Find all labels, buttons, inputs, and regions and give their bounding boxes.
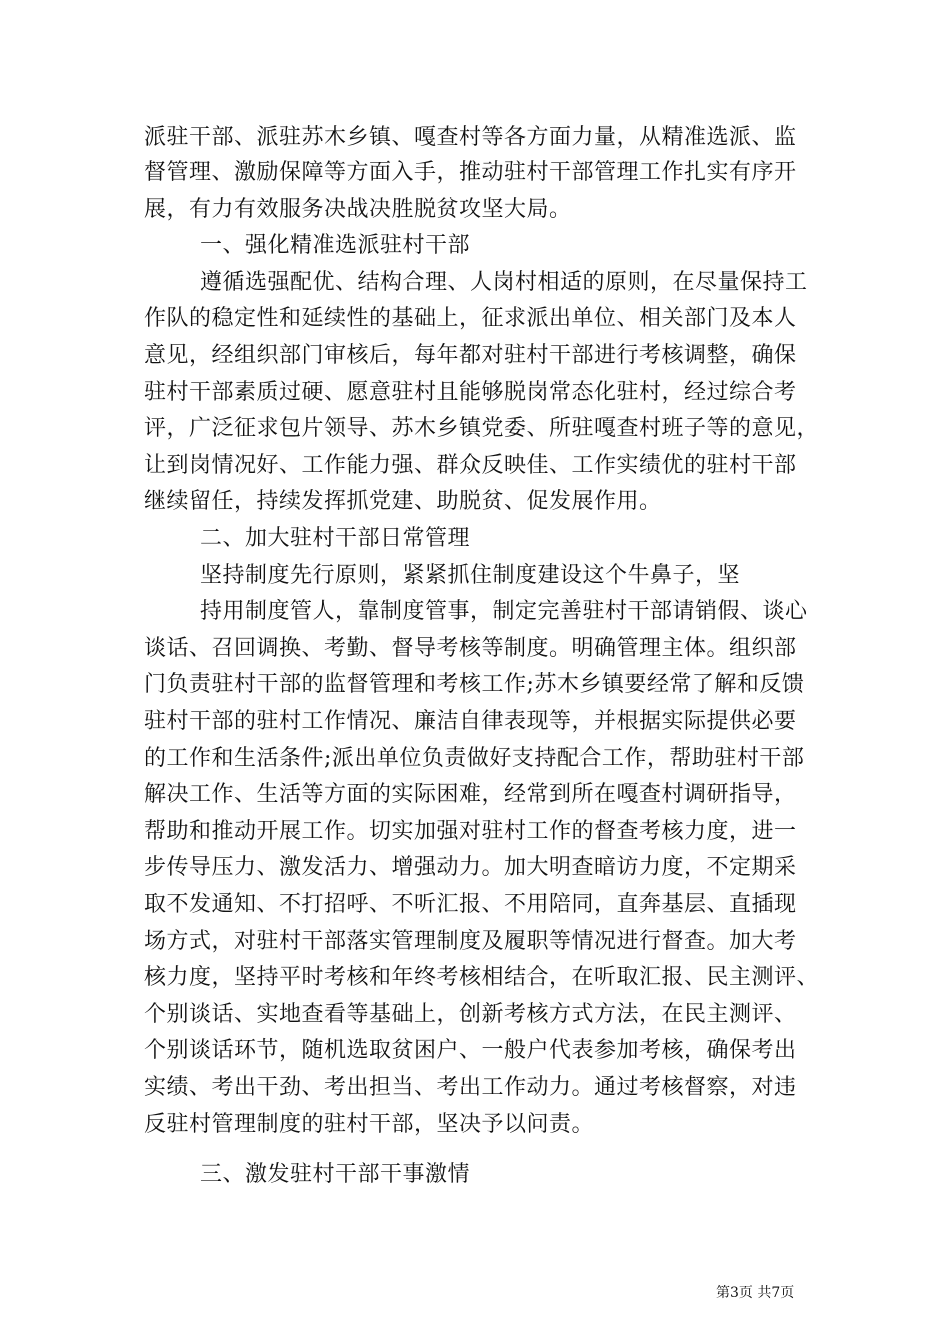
paragraph-line: 核力度，坚持平时考核和年终考核相结合，在听取汇报、民主测评、 — [144, 965, 820, 990]
paragraph-line: 谈话、召回调换、考勤、督导考核等制度。明确管理主体。组织部 — [144, 636, 797, 661]
paragraph-line: 坚持制度先行原则，紧紧抓住制度建设这个牛鼻子，坚 — [200, 563, 741, 588]
paragraph-line: 的工作和生活条件;派出单位负责做好支持配合工作，帮助驻村干部 — [144, 746, 805, 771]
paragraph-line: 遵循选强配优、结构合理、人岗村相适的原则，在尽量保持工 — [200, 270, 808, 295]
paragraph-line: 步传导压力、激发活力、增强动力。加大明查暗访力度，不定期采 — [144, 855, 797, 880]
paragraph-line: 取不发通知、不打招呼、不听汇报、不用陪同，直奔基层、直插现 — [144, 892, 797, 917]
paragraph-line: 驻村干部的驻村工作情况、廉洁自律表现等，并根据实际提供必要 — [144, 709, 797, 734]
paragraph-line: 作队的稳定性和延续性的基础上，征求派出单位、相关部门及本人 — [144, 306, 797, 331]
paragraph-line: 继续留任，持续发挥抓党建、助脱贫、促发展作用。 — [144, 489, 662, 514]
paragraph-line: 门负责驻村干部的监督管理和考核工作;苏木乡镇要经常了解和反馈 — [144, 672, 805, 697]
section-heading-3: 三、激发驻村干部干事激情 — [200, 1162, 471, 1187]
paragraph-line: 让到岗情况好、工作能力强、群众反映佳、工作实绩优的驻村干部 — [144, 453, 797, 478]
paragraph-line: 意见，经组织部门审核后，每年都对驻村干部进行考核调整，确保 — [144, 343, 797, 368]
paragraph-line: 个别谈话、实地查看等基础上，创新考核方式方法，在民主测评、 — [144, 1002, 797, 1027]
paragraph-line: 督管理、激励保障等方面入手，推动驻村干部管理工作扎实有序开 — [144, 160, 797, 185]
paragraph-line: 解决工作、生活等方面的实际困难，经常到所在嘎查村调研指导， — [144, 782, 797, 807]
paragraph-line: 个别谈话环节，随机选取贫困户、一般户代表参加考核，确保考出 — [144, 1038, 797, 1063]
paragraph-line: 反驻村管理制度的驻村干部，坚决予以问责。 — [144, 1112, 595, 1137]
paragraph-line: 帮助和推动开展工作。切实加强对驻村工作的督查考核力度，进一 — [144, 819, 797, 844]
paragraph-line: 持用制度管人，靠制度管事，制定完善驻村干部请销假、谈心 — [200, 599, 808, 624]
paragraph-line: 派驻干部、派驻苏木乡镇、嘎查村等各方面力量，从精准选派、监 — [144, 125, 797, 150]
section-heading-2: 二、加大驻村干部日常管理 — [200, 526, 471, 551]
page-number-footer: 第3页 共7页 — [716, 1285, 795, 1301]
paragraph-line: 展，有力有效服务决战决胜脱贫攻坚大局。 — [144, 197, 572, 222]
paragraph-line: 评，广泛征求包片领导、苏木乡镇党委、所驻嘎查村班子等的意见， — [144, 416, 820, 441]
paragraph-line: 驻村干部素质过硬、愿意驻村且能够脱岗常态化驻村，经过综合考 — [144, 380, 797, 405]
paragraph-line: 场方式，对驻村干部落实管理制度及履职等情况进行督查。加大考 — [144, 929, 797, 954]
section-heading-1: 一、强化精准选派驻村干部 — [200, 233, 471, 258]
paragraph-line: 实绩、考出干劲、考出担当、考出工作动力。通过考核督察，对违 — [144, 1075, 797, 1100]
